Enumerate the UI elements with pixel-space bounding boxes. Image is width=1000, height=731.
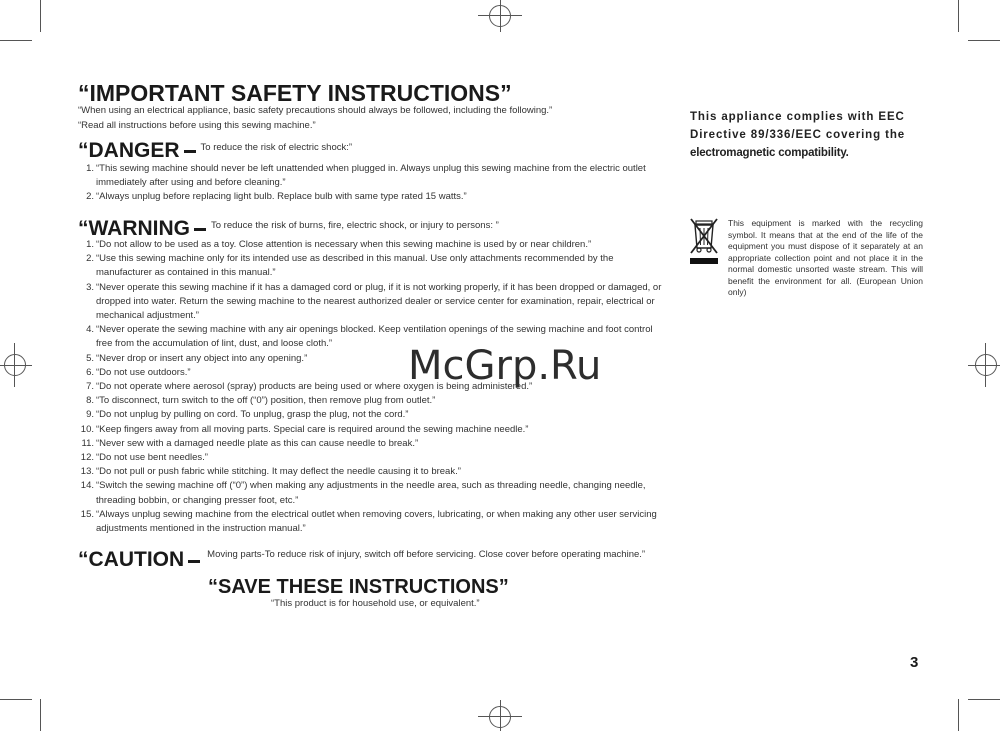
- eec-compliance-notice: This appliance complies with EEC Directive 89/336/EEC covering the electromagnetic compatibility.: [690, 111, 906, 159]
- list-item: 2. “Always unplug before replacing light bulb. Replace bulb with same type rated 15 watts.”: [86, 191, 467, 203]
- save-instructions-heading: “SAVE THESE INSTRUCTIONS”: [208, 576, 509, 598]
- list-item: 4. “Never operate the sewing machine with any air openings blocked. Keep ventilation openings of the sewing machine and foot control free from the accumulation of lint, dust, and loose cloth.”: [86, 324, 653, 350]
- watermark: McGrp.Ru: [408, 343, 602, 389]
- list-item: 15. “Always unplug sewing machine from the electrical outlet when removing covers, lubricating, or when making any other user servicing adjustments mentioned in the instruction manual.”: [80, 508, 657, 535]
- warning-heading: “WARNING: [78, 217, 190, 240]
- danger-heading: “DANGER: [78, 139, 180, 162]
- list-item: 14. “Switch the sewing machine off (“0”) when making any adjustments in the needle area, such as threading needle, changing needle, threading bobbin, or changing presser foot, etc.”: [80, 480, 646, 506]
- household-use-note: “This product is for household use, or equivalent.”: [271, 598, 480, 609]
- caution-heading: “CAUTION: [78, 548, 185, 571]
- danger-list: [78, 162, 668, 205]
- page-title: “IMPORTANT SAFETY INSTRUCTIONS”: [78, 80, 512, 106]
- danger-subtitle: To reduce the risk of electric shock:”: [200, 141, 353, 153]
- list-item: 10. “Keep fingers away from all moving parts. Special care is required around the sewing machine needle.”: [80, 423, 529, 435]
- crossed-out-wheelie-bin-icon: [688, 216, 720, 266]
- list-item: 2. “Use this sewing machine only for its intended use as described in this manual. Use only attachments recommended by the manufacturer as contained in this manual.”: [86, 253, 614, 279]
- heading-dash: [184, 150, 196, 153]
- heading-dash: [194, 228, 206, 231]
- list-item: 9. “Do not unplug by pulling on cord. To unplug, grasp the plug, not the cord.”: [86, 409, 409, 421]
- list-item: 8. “To disconnect, turn switch to the off (“0”) position, then remove plug from outlet.”: [86, 395, 436, 407]
- heading-dash: [188, 560, 200, 563]
- list-item: 11. “Never sew with a damaged needle plate as this can cause needle to break.”: [81, 437, 419, 449]
- list-item: 6. “Do not use outdoors.”: [86, 366, 191, 378]
- caution-row: [78, 548, 668, 572]
- page-number: 3: [910, 654, 919, 671]
- danger-heading-row: [78, 139, 352, 163]
- recycling-notice: This equipment is marked with the recycling symbol. It means that at the end of the life of the equipment you must dispose of it separately at an appropriate collection point and not place it in the normal domestic unsorted waste stream. This will benefit the environment for all. (European Union only): [728, 218, 923, 297]
- list-item: 3. “Never operate this sewing machine if it has a damaged cord or plug, if it is not working properly, if it has been dropped or damaged, or dropped into water. Return the sewing machine to the nearest authorized dealer or service center for examination, repair, electrical or mechanical adjustment.”: [86, 281, 662, 322]
- caution-text: Moving parts-To reduce risk of injury, switch off before servicing. Close cover before operating machine.”: [207, 549, 646, 560]
- warning-subtitle: To reduce the risk of burns, fire, electric shock, or injury to persons: ”: [211, 219, 499, 231]
- list-item: 7. “Do not operate where aerosol (spray) products are being used or where oxygen is being administered.”: [86, 381, 533, 393]
- intro-line-1: “When using an electrical appliance, basic safety precautions should always be followed, including the following.”: [78, 105, 553, 116]
- list-item: 1. “This sewing machine should never be left unattended when plugged in. Always unplug this sewing machine from the electric outlet immediately after using and before cleaning.”: [86, 163, 646, 189]
- list-item: 1. “Do not allow to be used as a toy. Close attention is necessary when this sewing machine is used by or near children.”: [86, 239, 592, 250]
- list-item: 5. “Never drop or insert any object into any opening.”: [86, 352, 308, 364]
- intro-line-2: “Read all instructions before using this sewing machine.”: [78, 120, 316, 131]
- list-item: 12. “Do not use bent needles.”: [80, 452, 208, 464]
- list-item: 13. “Do not pull or push fabric while stitching. It may deflect the needle causing it to break.”: [80, 466, 461, 478]
